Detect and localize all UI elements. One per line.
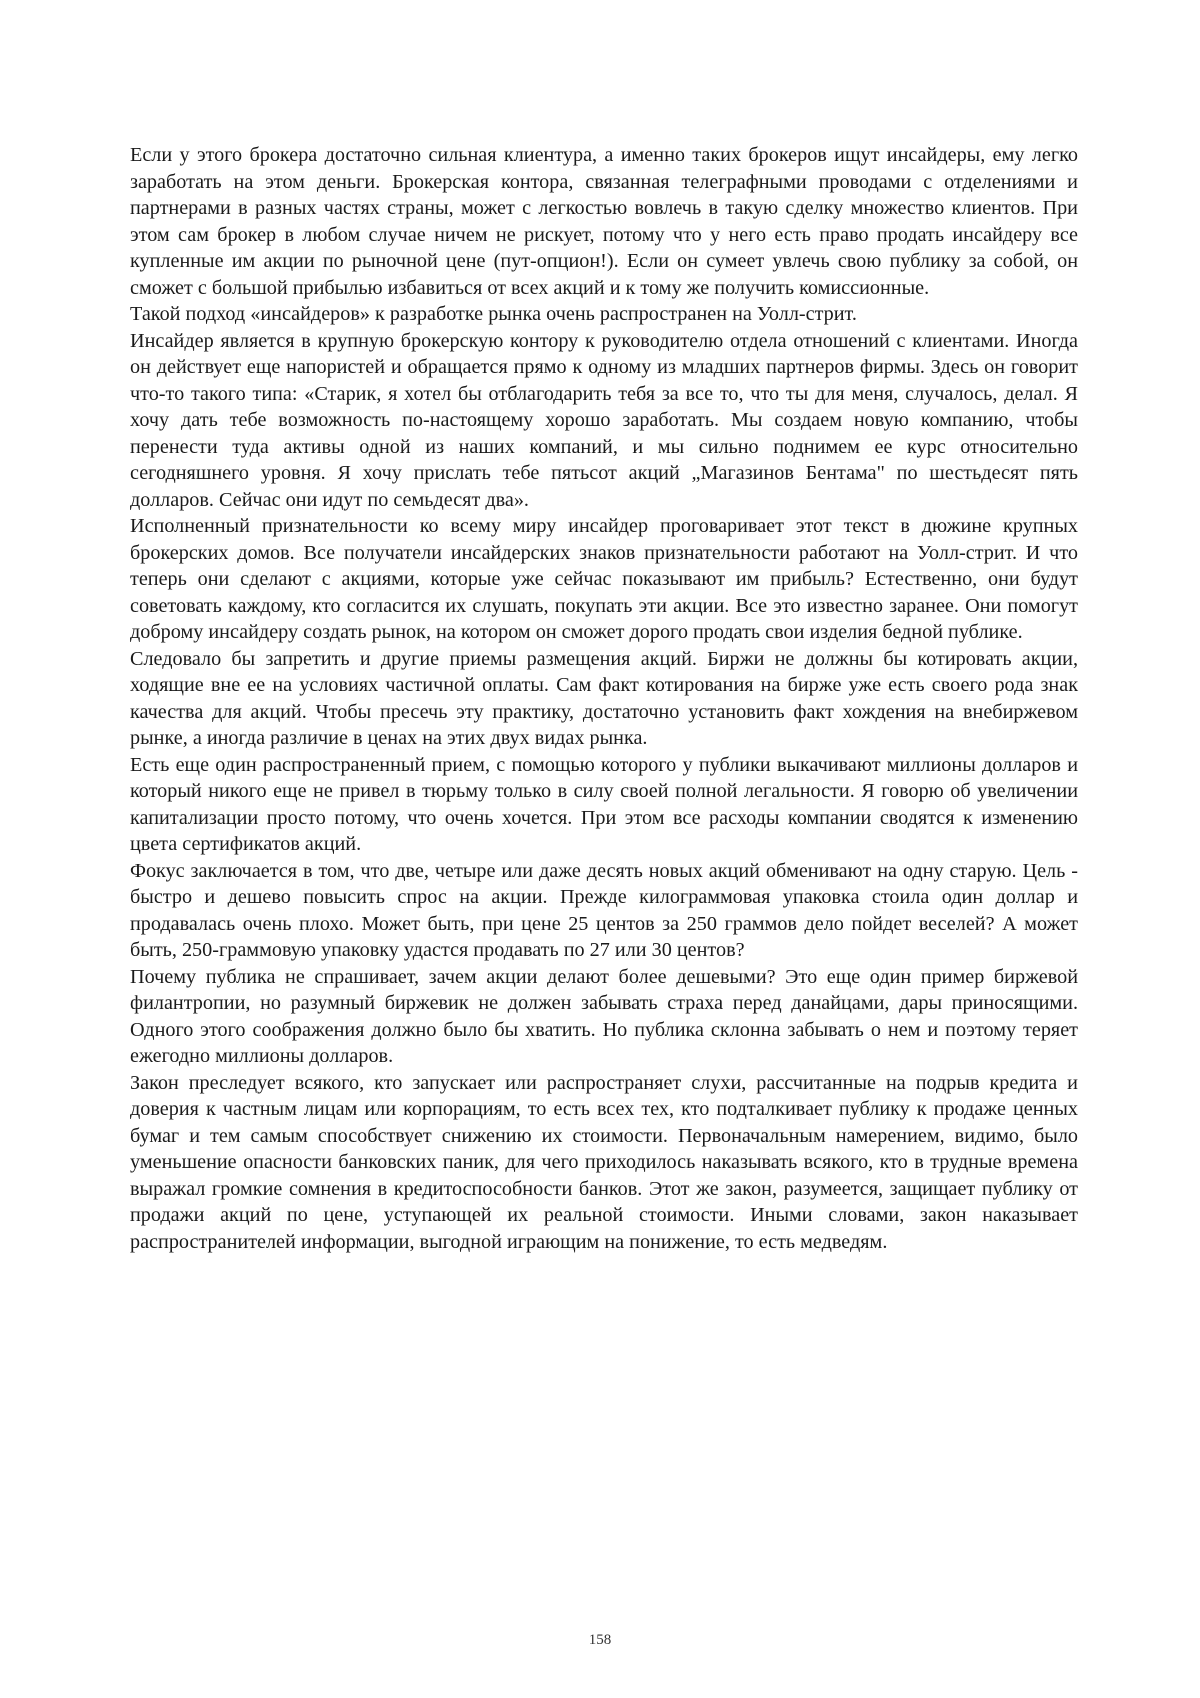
page-number: 158 <box>588 1632 612 1648</box>
paragraph: Есть еще один распространенный прием, с помощью которого у публики выкачивают миллионы долларов и который никого еще не привел в тюрьму только в силу своей полной легальности. Я говорю об увеличении капитализации просто потому, что очень хочется. При этом все расходы компании сводятся к изменению цвета сертификатов акций. <box>130 753 1078 855</box>
paragraph: Закон преследует всякого, кто запускает или распространяет слухи, рассчитанные на подрыв кредита и доверия к частным лицам или корпорациям, то есть всех тех, кто подталкивает публику к продаже ценных бумаг и тем самым способствует снижению их стоимости. Первоначальным намерением, видимо, было уменьшение опасности банковских паник, для чего приходилось наказывать всякого, кто в трудные времена выражал громкие сомнения в кредитоспособности банков. Этот же закон, разумеется, защищает публику от продажи акций по цене, уступающей их реальной стоимости. Иными словами, закон наказывает распространителей информации, выгодной играющим на понижение, то есть медведям. <box>130 1071 1078 1253</box>
paragraph: Исполненный признательности ко всему миру инсайдер проговаривает этот текст в дюжине крупных брокерских домов. Все получатели инсайдерских знаков признательности работают на Уолл-стрит. И что теперь они сделают с акциями, которые уже сейчас показывают им прибыль? Естественно, они будут советовать каждому, кто согласится их слушать, покупать эти акции. Все это известно заранее. Они помогут доброму инсайдеру создать рынок, на котором он сможет дорого продать свои изделия бедной публике. <box>130 515 1078 643</box>
paragraph: Следовало бы запретить и другие приемы размещения акций. Биржи не должны бы котировать акции, ходящие вне ее на условиях частичной оплаты. Сам факт котирования на бирже уже есть своего рода знак качества для акций. Чтобы пресечь эту практику, достаточно установить факт хождения на внебиржевом рынке, а иногда различие в ценах на этих двух видах рынка. <box>130 647 1078 749</box>
paragraph: Если у этого брокера достаточно сильная клиентура, а именно таких брокеров ищут инсайдеры, ему легко заработать на этом деньги. Брокерская контора, связанная телеграфными проводами с отделениями и партнерами в разных частях страны, может с легкостью вовлечь в такую сделку множество клиентов. При этом сам брокер в любом случае ничем не рискует, потому что у него есть право продать инсайдеру все купленные им акции по рыночной цене (пут-опцион!). Если он сумеет увлечь свою публику за собой, он сможет с большой прибылью избавиться от всех акций и к тому же получить комиссионные. <box>130 144 1078 299</box>
paragraph: Фокус заключается в том, что две, четыре или даже десять новых акций обменивают на одну старую. Цель - быстро и дешево повысить спрос на акции. Прежде килограммовая упаковка стоила один доллар и продавалась очень плохо. Может быть, при цене 25 центов за 250 граммов дело пойдет веселей? А может быть, 250-граммовую упаковку удастся продавать по 27 или 30 центов? <box>130 859 1078 961</box>
page-body <box>130 142 1078 1255</box>
paragraph: Такой подход «инсайдеров» к разработке рынка очень распространен на Уолл-стрит. <box>130 303 857 325</box>
paragraph: Инсайдер является в крупную брокерскую контору к руководителю отдела отношений с клиентами. Иногда он действует еще напористей и обращается прямо к одному из младших партнеров фирмы. Здесь он говорит что-то такого типа: «Старик, я хотел бы отблагодарить тебя за все то, что ты для меня, случалось, делал. Я хочу дать тебе возможность по-настоящему хорошо заработать. Мы создаем новую компанию, чтобы перенести туда активы одной из наших компаний, и мы сильно поднимем ее курс относительно сегодняшнего уровня. Я хочу прислать тебе пятьсот акций „Магазинов Бентама" по шестьдесят пять долларов. Сейчас они идут по семьдесят два». <box>130 329 1078 511</box>
paragraph: Почему публика не спрашивает, зачем акции делают более дешевыми? Это еще один пример биржевой филантропии, но разумный биржевик не должен забывать страха перед данайцами, дары приносящими. Одного этого соображения должно было бы хватить. Но публика склонна забывать о нем и поэтому теряет ежегодно миллионы долларов. <box>130 965 1078 1067</box>
